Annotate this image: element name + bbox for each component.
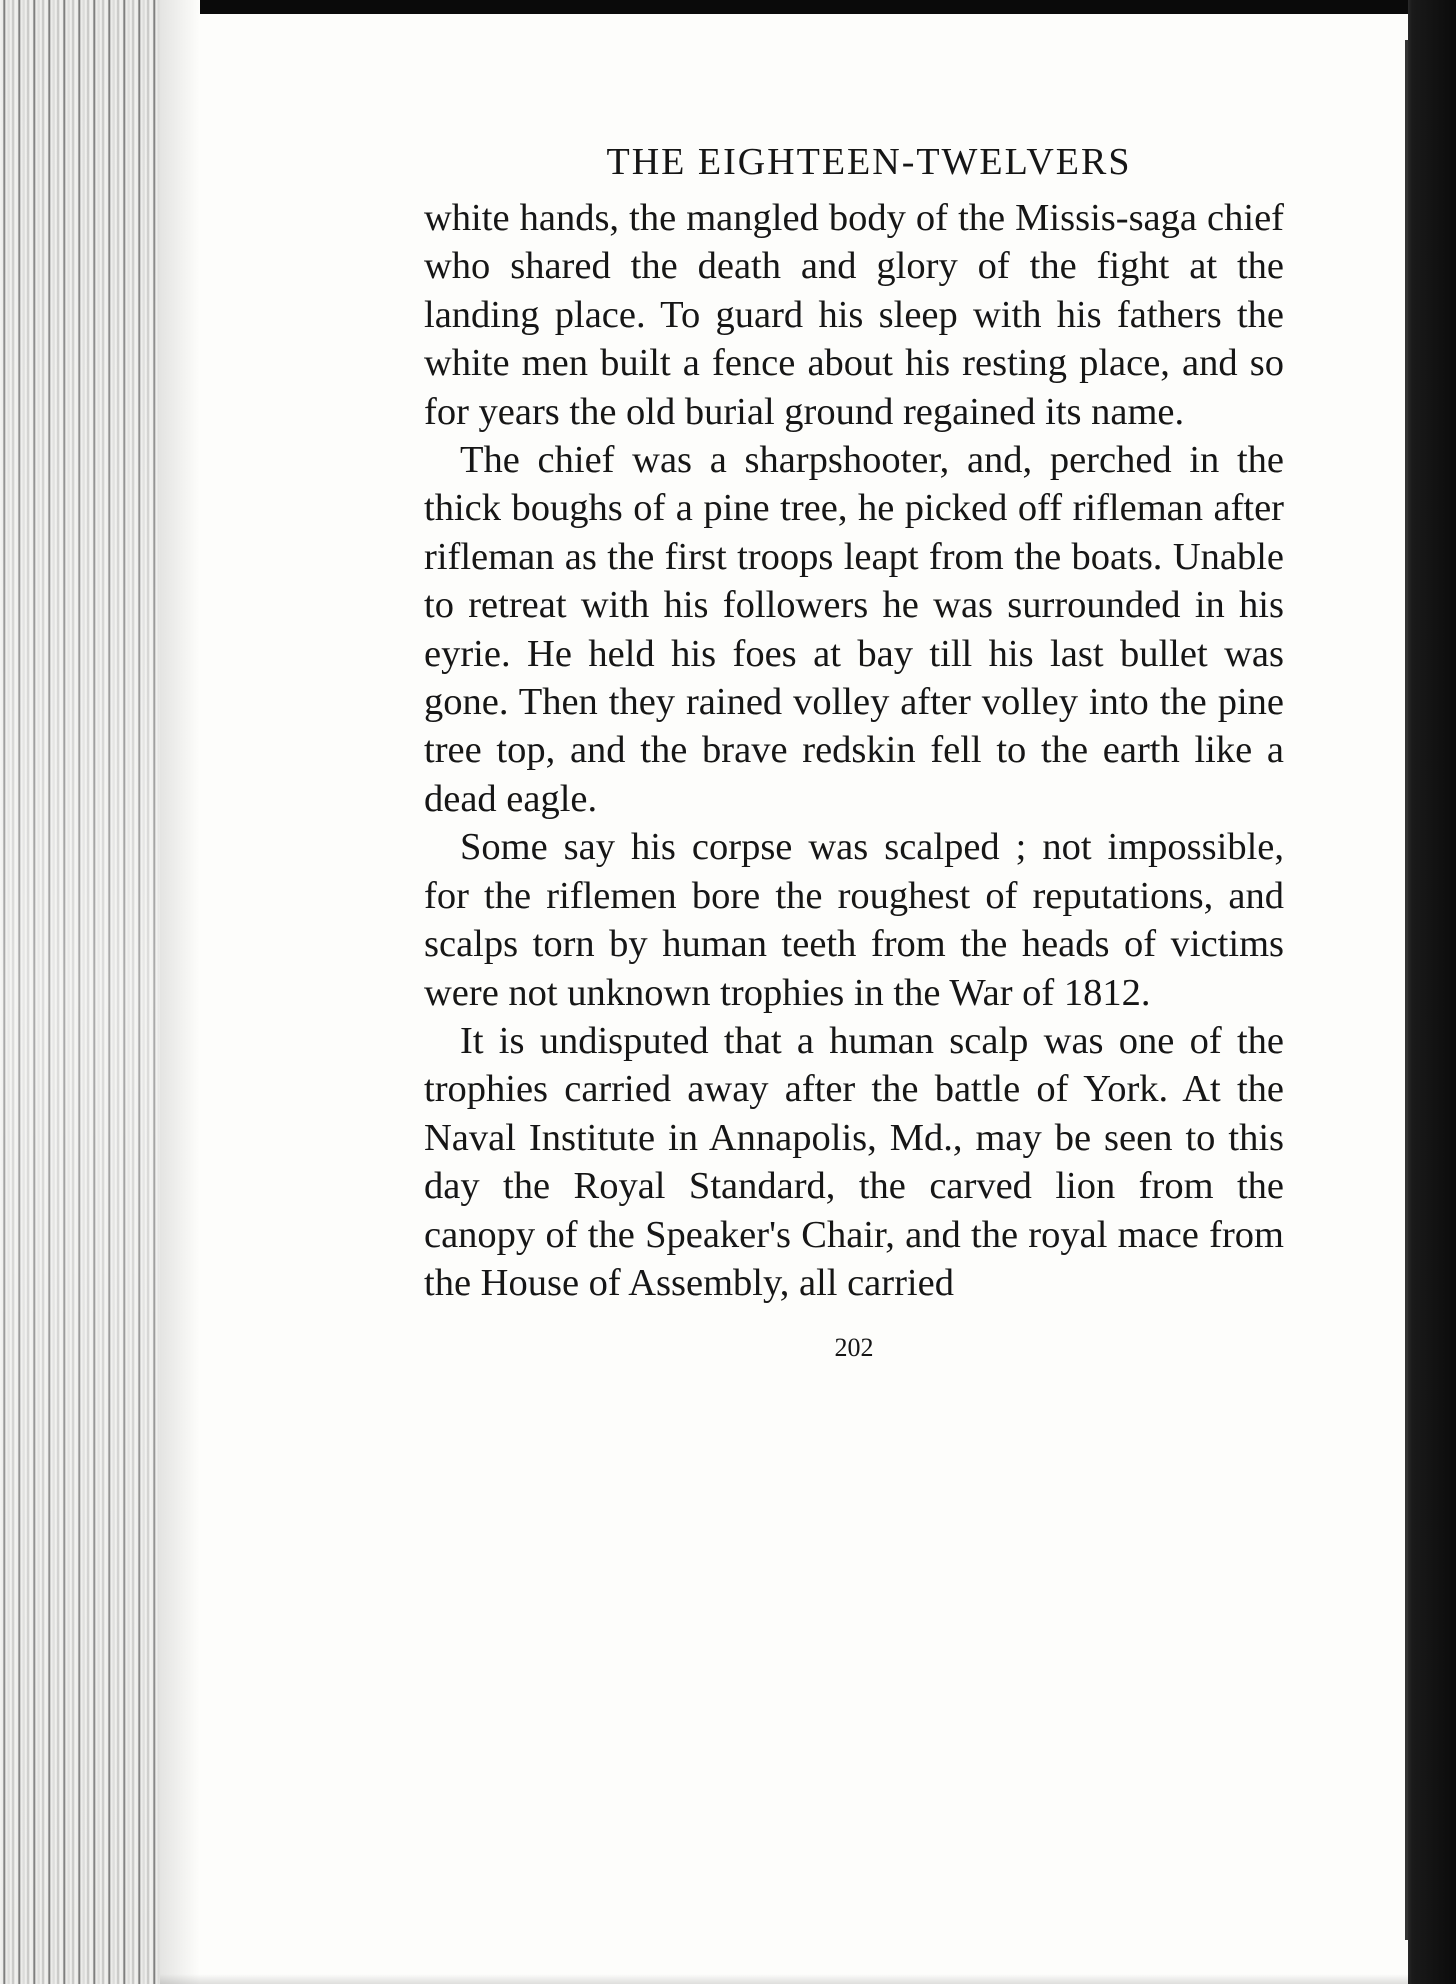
page-stack-edge [0, 0, 160, 1984]
page-content [424, 140, 1284, 1363]
running-head: THE EIGHTEEN-TWELVERS [606, 141, 1132, 183]
paragraph-4: It is undisputed that a human scalp was one of the trophies carried away after the battle of York. At the Naval Institute in Annapolis, Md., may be seen to this day the Royal Standard, the carved lion from the canopy of the Speaker's Chair, and the royal mace from the House of Assembly, all carried [424, 1019, 1284, 1304]
right-scan-edge [1408, 0, 1456, 1984]
paragraph-1: white hands, the mangled body of the Missis-saga chief who shared the death and glory of the fight at the landing place. To guard his sleep with his fathers the white men built a fence about his resting place, and so for years the old burial ground regained its name. [424, 197, 1284, 433]
top-scan-edge [0, 0, 1456, 14]
page-number: 202 [834, 1333, 874, 1363]
paragraph-2: The chief was a sharpshooter, and, perched in the thick boughs of a pine tree, he picked off rifleman after rifleman as the first troops leapt from the boats. Unable to retreat with his followers he was surrounded in his eyrie. He held his foes at bay till his last bullet was gone. Then they rained volley after volley into the pine tree top, and the brave redskin fell to the earth like a dead eagle. [424, 439, 1284, 820]
bottom-shadow [160, 1974, 1410, 1984]
paragraph-3: Some say his corpse was scalped ; not impossible, for the riflemen bore the roughest of reputations, and scalps torn by human teeth from the heads of victims were not unknown trophies in the War of 1812. [424, 826, 1284, 1014]
gutter-shadow [160, 0, 200, 1984]
